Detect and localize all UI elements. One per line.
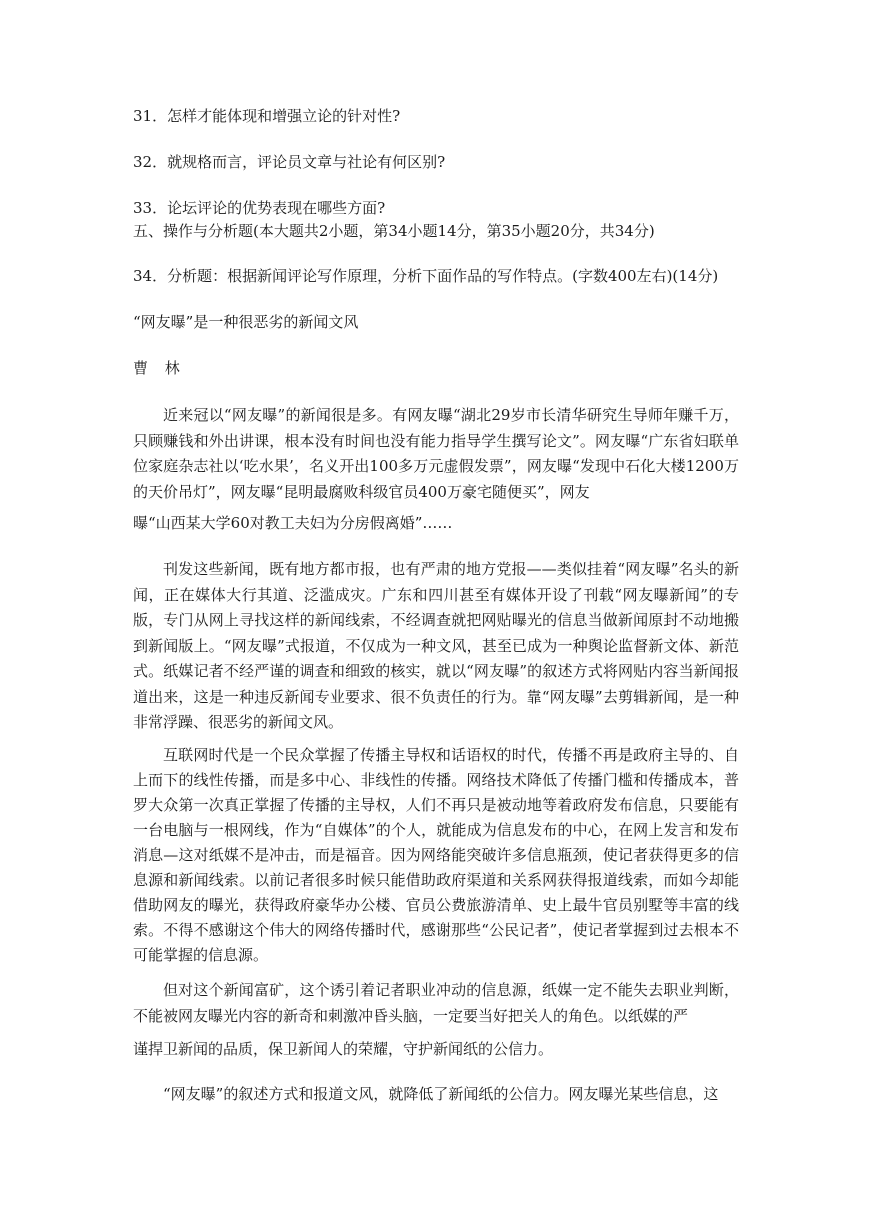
article-paragraph-1: 近来冠以“网友曝”的新闻很是多。有网友曝“湖北29岁市长清华研究生导师年赚千万，只顾赚钱和外出讲课，根本没有时间也没有能力指导学生撰写论文”。网友曝“广东省妇联单位家庭杂志社以‘吃水果’，名义开出100多万元虚假发票”，网友曝“发现中石化大楼1200万的天价吊灯”，网友曝“昆明最腐败科级官员400万豪宅随便买”，网友 (133, 406, 739, 501)
article-paragraph-4: 但对这个新闻富矿，这个诱引着记者职业冲动的信息源，纸媒一定不能失去职业判断，不能被网友曝光内容的新奇和刺激冲昏头脑，一定要当好把关人的角色。以纸媒的严 (133, 981, 739, 1025)
section-heading: 五、操作与分析题(本大题共2小题，第34小题14分，第35小题20分，共34分) (133, 222, 655, 240)
article-author: 曹 林 (133, 359, 186, 377)
question-34-prompt: 34．分析题：根据新闻评论写作原理，分析下面作品的写作特点。(字数400左右)(14分) (133, 267, 719, 285)
article-paragraph-4-continuation: 谨捍卫新闻的品质，保卫新闻人的荣耀，守护新闻纸的公信力。 (133, 1040, 554, 1058)
question-32: 32．就规格而言，评论员文章与社论有何区别? (133, 153, 446, 171)
question-31: 31．怎样才能体现和增强立论的针对性? (133, 107, 401, 125)
article-paragraph-2: 刊发这些新闻，既有地方都市报，也有严肃的地方党报——类似挂着“网友曝”名头的新闻，正在媒体大行其道、泛滥成灾。广东和四川甚至有媒体开设了刊载“网友曝新闻”的专版，专门从网上寻找这样的新闻线索，不经调查就把网贴曝光的信息当做新闻原封不动地搬到新闻版上。“网友曝”式报道，不仅成为一种文风，甚至已成为一种舆论监督新文体、新范式。纸媒记者不经严谨的调查和细致的核实，就以“网友曝”的叙述方式将网贴内容当新闻报道出来，这是一种违反新闻专业要求、很不负责任的行为。靠“网友曝”去剪辑新闻，是一种非常浮躁、很恶劣的新闻文风。 (133, 560, 739, 731)
question-33: 33．论坛评论的优势表现在哪些方面? (133, 199, 386, 217)
article-paragraph-1-continuation: 曝“山西某大学60对教工夫妇为分房假离婚”…… (133, 514, 453, 532)
article-paragraph-3: 互联网时代是一个民众掌握了传播主导权和话语权的时代，传播不再是政府主导的、自上而下的线性传播，而是多中心、非线性的传播。网络技术降低了传播门槛和传播成本，普罗大众第一次真正掌握了传播的主导权，人们不再只是被动地等着政府发布信息，只要能有一台电脑与一根网线，作为“自媒体”的个人，就能成为信息发布的中心，在网上发言和发布消息—这对纸媒不是冲击，而是福音。因为网络能突破许多信息瓶颈，使记者获得更多的信息源和新闻线索。以前记者很多时候只能借助政府渠道和关系网获得报道线索，而如今却能借助网友的曝光，获得政府豪华办公楼、官员公费旅游清单、史上最牛官员别墅等丰富的线索。不得不感谢这个伟大的网络传播时代，感谢那些“公民记者”，使记者掌握到过去根本不可能掌握的信息源。 (133, 746, 739, 964)
article-title: “网友曝”是一种很恶劣的新闻文风 (133, 313, 359, 331)
article-paragraph-5: “网友曝”的叙述方式和报道文风，就降低了新闻纸的公信力。网友曝光某些信息，这 (163, 1085, 719, 1103)
